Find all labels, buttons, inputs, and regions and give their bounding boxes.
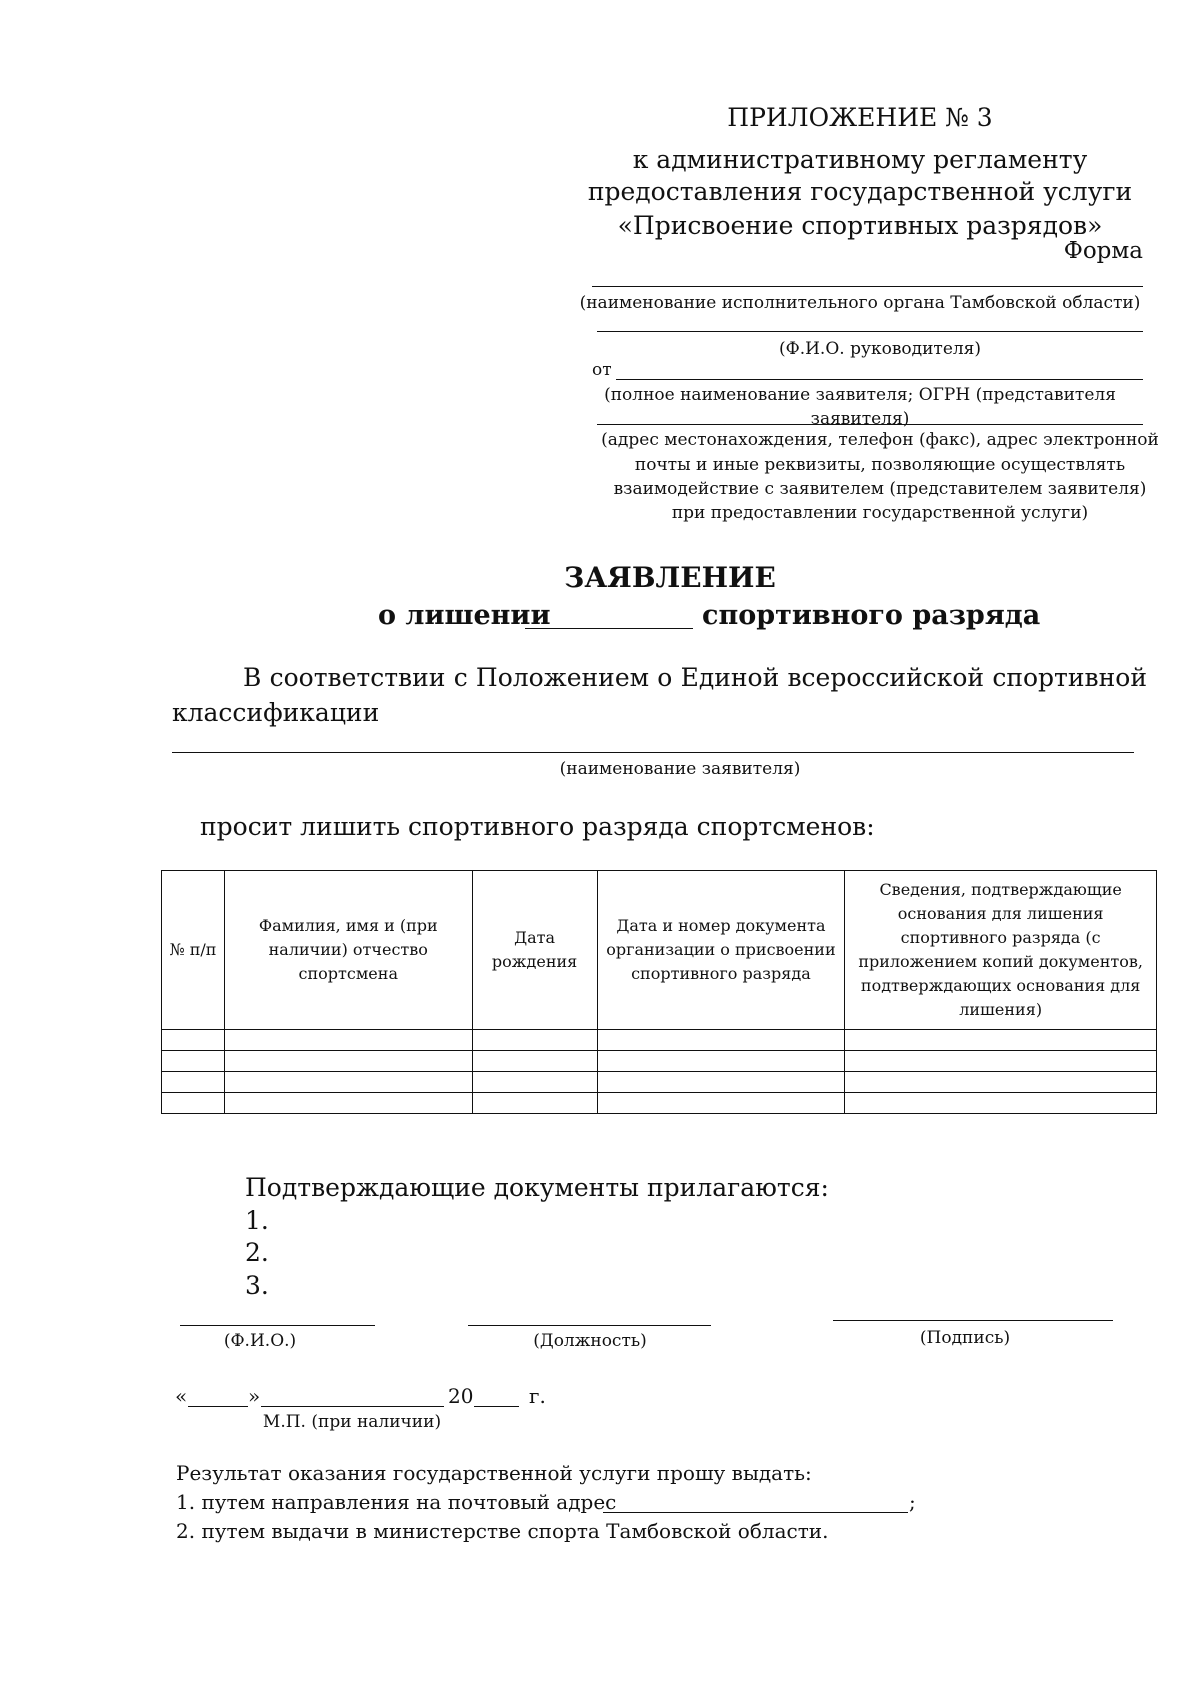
intro-line-2: классификации (172, 698, 380, 727)
athletes-table (161, 870, 1157, 1114)
table-header-row (162, 871, 1157, 1030)
table-row (162, 1093, 1157, 1114)
table-cell[interactable] (472, 1030, 597, 1051)
appendix-number: ПРИЛОЖЕНИЕ № 3 (727, 103, 993, 132)
table-cell[interactable] (845, 1051, 1157, 1072)
table-cell[interactable] (224, 1051, 472, 1072)
address-caption-4: при предоставлении государственной услуги) (671, 503, 1089, 523)
table-cell[interactable] (597, 1093, 845, 1114)
col-header-grounds: Сведения, подтверждающие основания для лишения спортивного разряда (с приложением копий документов, подтверждающих основания для лишения) (845, 871, 1157, 1030)
title-sub-left: о лишении (378, 600, 551, 631)
result-option-1-end: ; (909, 1490, 916, 1514)
intro-word: В (243, 663, 262, 692)
table-cell[interactable] (472, 1072, 597, 1093)
table-cell[interactable] (472, 1093, 597, 1114)
position-caption: (Должность) (533, 1331, 647, 1351)
table-cell[interactable] (162, 1093, 225, 1114)
table-cell[interactable] (224, 1030, 472, 1051)
appendix-subtitle-line1: к административному регламенту (632, 145, 1088, 174)
intro-word: спортивной (992, 663, 1147, 692)
head-name-caption: (Ф.И.О. руководителя) (778, 339, 982, 359)
table-cell[interactable] (162, 1030, 225, 1051)
appendix-subtitle-line2: предоставления государственной услуги (587, 177, 1133, 206)
date-day-field[interactable] (188, 1406, 248, 1407)
intro-word: соответствии (269, 663, 446, 692)
head-name-field[interactable] (597, 331, 1143, 332)
applicant-name-caption: (наименование заявителя) (559, 759, 801, 779)
table-row (162, 1051, 1157, 1072)
table-row (162, 1030, 1157, 1051)
address-caption-1: (адрес местонахождения, телефон (факс), адрес электронной (601, 430, 1159, 450)
intro-word: Единой (680, 663, 780, 692)
date-open-quote: « (175, 1384, 188, 1408)
table-cell[interactable] (845, 1030, 1157, 1051)
table-row (162, 1072, 1157, 1093)
intro-word: всероссийской (787, 663, 985, 692)
result-option-1: 1. путем направления на почтовый адрес (176, 1490, 617, 1514)
form-label: Форма (1063, 238, 1143, 264)
title-sub-right: спортивного разряда (702, 600, 1041, 631)
table-cell[interactable] (162, 1051, 225, 1072)
table-cell[interactable] (162, 1072, 225, 1093)
table-cell[interactable] (597, 1051, 845, 1072)
fio-field[interactable] (180, 1325, 375, 1326)
date-century: 20 (448, 1384, 474, 1408)
signature-field[interactable] (833, 1320, 1113, 1321)
signature-caption: (Подпись) (919, 1328, 1011, 1348)
organ-name-caption: (наименование исполнительного органа Тамбовской области) (579, 293, 1141, 313)
col-header-birthdate: Дата рождения (472, 871, 597, 1030)
table-cell[interactable] (224, 1072, 472, 1093)
applicant-name-field[interactable] (616, 379, 1143, 380)
table-cell[interactable] (472, 1051, 597, 1072)
date-close-quote: » (248, 1384, 261, 1408)
result-option-2: 2. путем выдачи в министерстве спорта Тамбовской области. (176, 1519, 829, 1543)
position-field[interactable] (468, 1325, 711, 1326)
postal-address-field[interactable] (603, 1512, 908, 1513)
intro-line-1 (243, 663, 1147, 692)
applicant-address-field[interactable] (597, 424, 1143, 425)
col-header-name: Фамилия, имя и (при наличии) отчество спортсмена (224, 871, 472, 1030)
rank-name-field[interactable] (525, 628, 693, 629)
table-cell[interactable] (597, 1072, 845, 1093)
organ-name-field[interactable] (592, 286, 1143, 287)
intro-word: с (453, 663, 468, 692)
col-header-number: № п/п (162, 871, 225, 1030)
date-month-field[interactable] (261, 1406, 444, 1407)
attachment-item: 3. (245, 1271, 269, 1300)
table-cell[interactable] (597, 1030, 845, 1051)
col-header-document: Дата и номер документа организации о присвоении спортивного разряда (597, 871, 845, 1030)
attachment-item: 1. (245, 1206, 269, 1235)
intro-word: о (657, 663, 673, 692)
date-year-field[interactable] (474, 1406, 519, 1407)
result-heading: Результат оказания государственной услуги прошу выдать: (176, 1461, 812, 1485)
applicant-name-line[interactable] (172, 752, 1134, 753)
applicant-caption: (полное наименование заявителя; ОГРН (представителя заявителя) (604, 385, 1116, 429)
attachments-heading: Подтверждающие документы прилагаются: (245, 1173, 829, 1202)
table-cell[interactable] (224, 1093, 472, 1114)
date-year-suffix: г. (529, 1384, 546, 1408)
table-cell[interactable] (845, 1093, 1157, 1114)
address-caption-2: почты и иные реквизиты, позволяющие осуществлять (634, 455, 1126, 475)
table-cell[interactable] (845, 1072, 1157, 1093)
request-text: просит лишить спортивного разряда спортсменов: (200, 812, 875, 841)
fio-caption: (Ф.И.О.) (223, 1331, 297, 1351)
appendix-subtitle-line3: «Присвоение спортивных разрядов» (617, 211, 1103, 240)
attachment-item: 2. (245, 1238, 269, 1267)
from-label: от (592, 360, 612, 380)
address-caption-3: взаимодействие с заявителем (представителем заявителя) (613, 479, 1147, 499)
stamp-caption: М.П. (при наличии) (262, 1412, 442, 1432)
document-title: ЗАЯВЛЕНИЕ (564, 561, 776, 594)
intro-word: Положением (475, 663, 650, 692)
